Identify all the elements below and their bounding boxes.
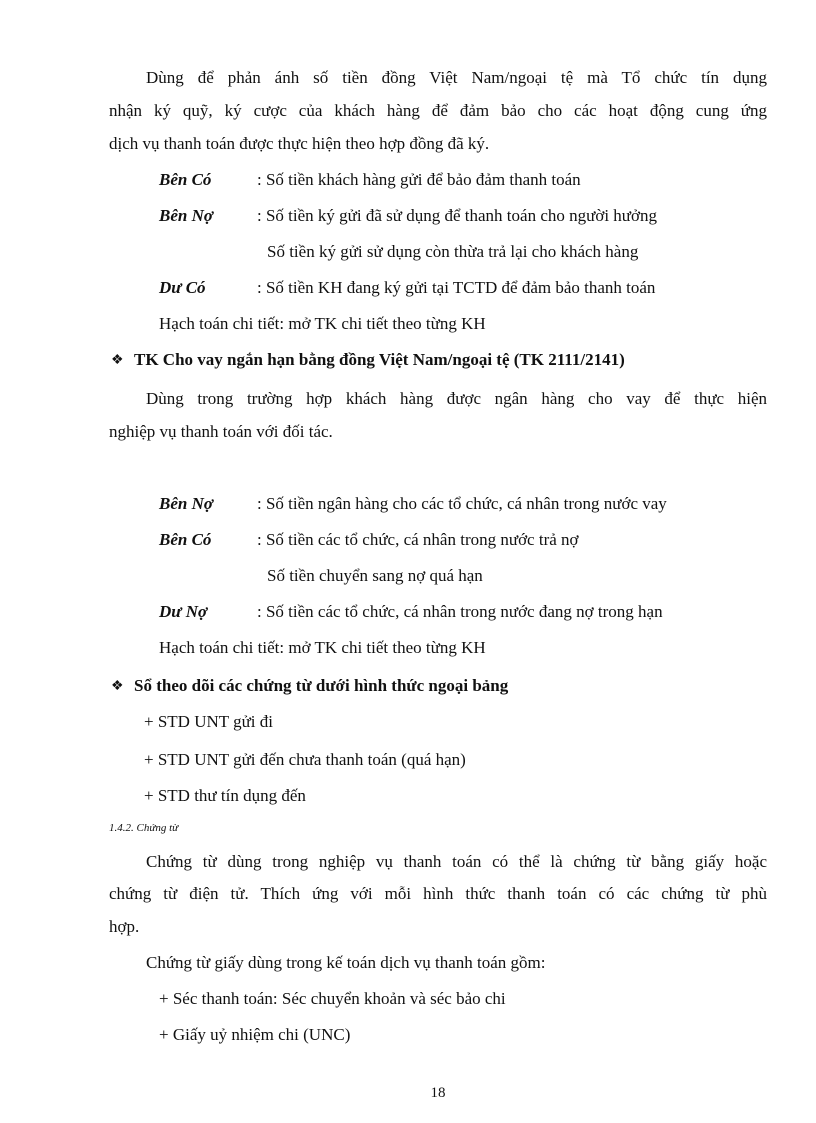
- ben-co-description: : Số tiền các tổ chức, cá nhân trong nước trả nợ: [257, 530, 579, 549]
- du-co-description: : Số tiền KH đang ký gửi tại TCTD để đảm bảo thanh toán: [257, 278, 656, 297]
- ben-co-label: Bên Có: [159, 530, 212, 549]
- paragraph-line: nhận ký quỹ, ký cược của khách hàng để đảm bảo cho các hoạt động cung ứng: [109, 101, 767, 120]
- paragraph-line: Chứng từ dùng trong nghiệp vụ thanh toán có thể là chứng từ bằng giấy hoặc: [146, 852, 767, 871]
- ben-no-label: Bên Nợ: [159, 494, 213, 513]
- diamond-bullet-icon: ❖: [111, 679, 124, 694]
- paragraph-line: hợp.: [109, 917, 140, 936]
- list-item: + STD thư tín dụng đến: [144, 786, 306, 805]
- section-heading: TK Cho vay ngắn hạn bằng đồng Việt Nam/ngoại tệ (TK 2111/2141): [134, 350, 625, 369]
- ben-co-description: : Số tiền khách hàng gửi để bảo đảm thanh toán: [257, 170, 581, 189]
- ben-no-description: : Số tiền ký gửi đã sử dụng để thanh toán cho người hưởng: [257, 206, 657, 225]
- paragraph-line: dịch vụ thanh toán được thực hiện theo hợp đồng đã ký.: [109, 134, 490, 153]
- paragraph-line: Dùng để phản ánh số tiền đồng Việt Nam/ngoại tệ mà Tổ chức tín dụng: [146, 68, 767, 87]
- diamond-bullet-icon: ❖: [111, 353, 124, 368]
- section-heading: Sổ theo dõi các chứng từ dưới hình thức ngoại bảng: [134, 676, 509, 695]
- ben-co-description-cont: Số tiền chuyển sang nợ quá hạn: [267, 566, 483, 585]
- list-item: + Giấy uỷ nhiệm chi (UNC): [159, 1025, 351, 1044]
- hach-toan-note: Hạch toán chi tiết: mở TK chi tiết theo từng KH: [159, 314, 486, 333]
- du-no-description: : Số tiền các tổ chức, cá nhân trong nước đang nợ trong hạn: [257, 602, 663, 621]
- du-no-label: Dư Nợ: [159, 602, 208, 621]
- paragraph-line: nghiệp vụ thanh toán với đối tác.: [109, 422, 333, 441]
- list-item: + STD UNT gửi đến chưa thanh toán (quá hạn): [144, 750, 466, 769]
- ben-no-label: Bên Nợ: [159, 206, 213, 225]
- ben-no-description: : Số tiền ngân hàng cho các tổ chức, cá nhân trong nước vay: [257, 494, 667, 513]
- du-co-label: Dư Có: [159, 278, 206, 297]
- ben-co-label: Bên Có: [159, 170, 212, 189]
- hach-toan-note: Hạch toán chi tiết: mở TK chi tiết theo từng KH: [159, 638, 486, 657]
- ben-no-description-cont: Số tiền ký gửi sử dụng còn thừa trả lại cho khách hàng: [267, 242, 639, 261]
- page-number: 18: [430, 1085, 446, 1101]
- paragraph-line: Chứng từ giấy dùng trong kế toán dịch vụ thanh toán gồm:: [146, 953, 546, 972]
- list-item: + STD UNT gửi đi: [144, 712, 273, 731]
- subsection-title: 1.4.2. Chứng từ: [109, 822, 179, 834]
- paragraph-line: chứng từ điện tử. Thích ứng với mỗi hình thức thanh toán có các chứng từ phù: [109, 884, 767, 903]
- list-item: + Séc thanh toán: Séc chuyển khoản và séc bảo chi: [159, 989, 506, 1008]
- paragraph-line: Dùng trong trường hợp khách hàng được ngân hàng cho vay để thực hiện: [146, 389, 767, 408]
